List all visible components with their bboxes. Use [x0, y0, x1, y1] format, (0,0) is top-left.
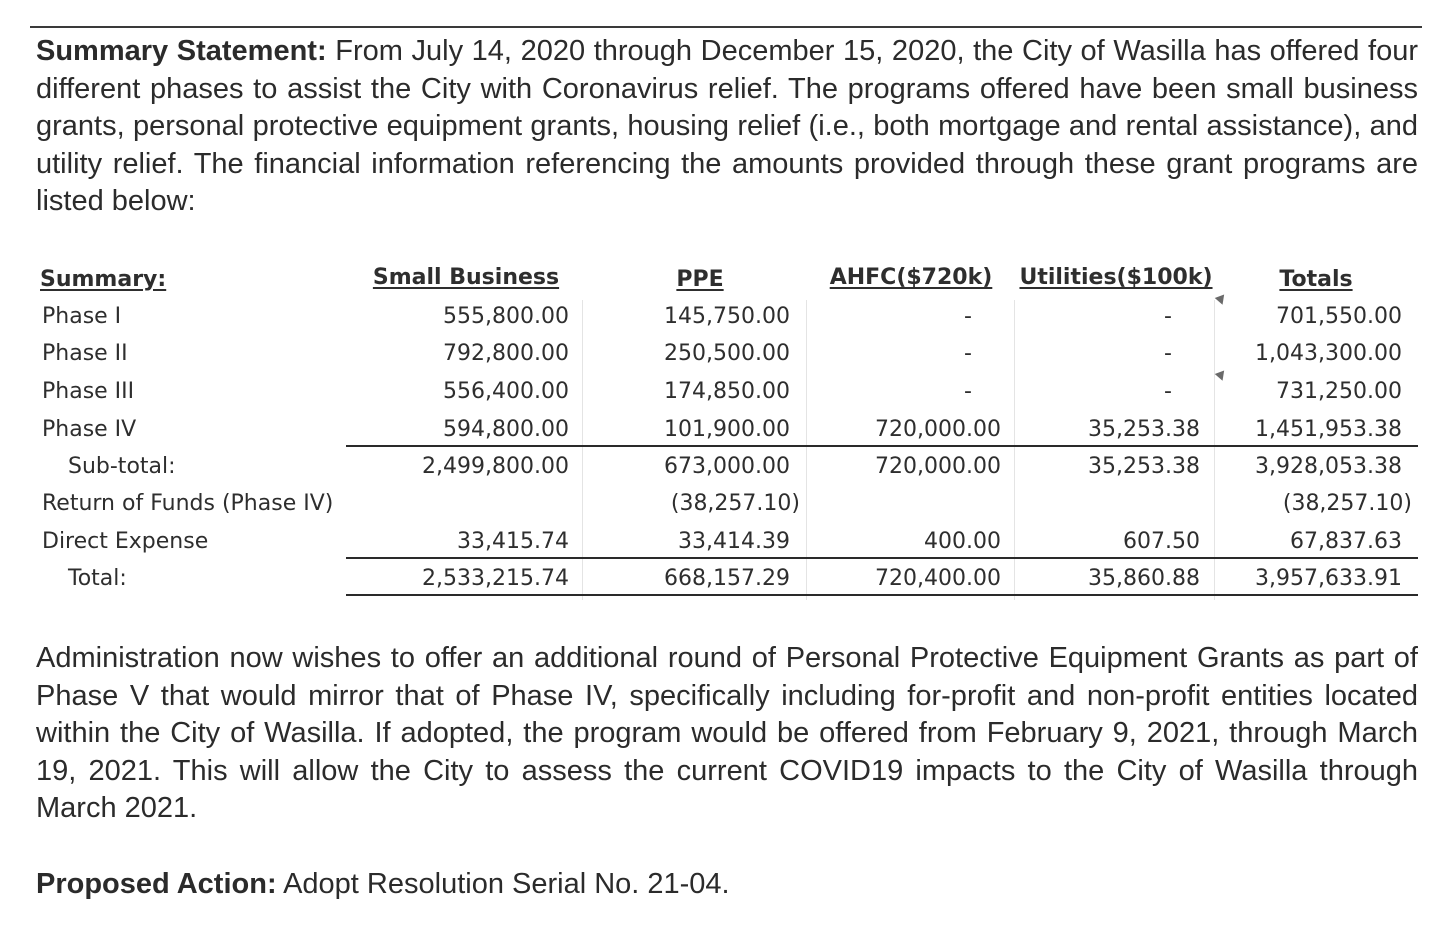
table-cell: 720,000.00: [875, 417, 1001, 442]
table-cell: 1,043,300.00: [1255, 341, 1402, 366]
table-cell: -: [1164, 304, 1172, 329]
table-cell: 35,860.88: [1088, 566, 1200, 591]
administration-paragraph: Administration now wishes to offer an additional round of Personal Protective Equipment Grants as part of Phase V that would mirror that of Phase IV, specifically including for-profit and non-profit entities located within the City of Wasilla. If adopted, the program would be offered from February 9, 2021, through March 19, 2021. This will allow the City to assess the current COVID19 impacts to the City of Wasilla through March 2021.: [36, 642, 1418, 824]
header-ppe: PPE: [676, 267, 724, 292]
proposed-action-label: Proposed Action:: [36, 868, 277, 900]
table-cell: -: [964, 304, 972, 329]
table-cell: 400.00: [924, 529, 1001, 554]
table-cell: (38,257.10): [670, 491, 800, 516]
table-cell: 1,451,953.38: [1255, 417, 1402, 442]
bottom-rule: [346, 594, 1418, 596]
row-label-phase-i: Phase I: [42, 304, 122, 329]
table-cell: 701,550.00: [1276, 304, 1402, 329]
table-cell: -: [1164, 341, 1172, 366]
table-cell: 731,250.00: [1276, 379, 1402, 404]
table-cell: 33,415.74: [457, 529, 569, 554]
table-cell: 33,414.39: [678, 529, 790, 554]
table-cell: 594,800.00: [443, 417, 569, 442]
table-cell: 2,499,800.00: [422, 454, 569, 479]
table-cell: 720,000.00: [875, 454, 1001, 479]
table-cell: 250,500.00: [664, 341, 790, 366]
table-cell: 720,400.00: [875, 566, 1001, 591]
summary-statement-text: From July 14, 2020 through December 15, 2020, the City of Wasilla has offered four different phases to assist the City with Coronavirus relief. The programs offered have been small business grants, personal protective equipment grants, housing relief (i.e., both mortgage and rental assistance), and utility relief. The financial information referencing the amounts provided through these grant programs are listed below:: [36, 35, 1419, 217]
table-cell: -: [964, 341, 972, 366]
header-ahfc: AHFC($720k): [829, 265, 993, 290]
row-label-direct-expense: Direct Expense: [42, 529, 209, 554]
table-cell: 607.50: [1123, 529, 1200, 554]
header-summary: Summary:: [40, 267, 167, 292]
header-totals: Totals: [1279, 267, 1353, 292]
header-utilities: Utilities($100k): [1019, 265, 1213, 290]
table-cell: 792,800.00: [443, 341, 569, 366]
table-cell: 2,533,215.74: [422, 566, 569, 591]
table-cell: 556,400.00: [443, 379, 569, 404]
table-cell: 668,157.29: [664, 566, 790, 591]
row-label-return-of-funds: Return of Funds (Phase IV): [42, 491, 334, 516]
table-cell: 35,253.38: [1088, 454, 1200, 479]
subtotal-rule: [346, 445, 1418, 447]
row-label-total: Total:: [68, 566, 127, 591]
row-label-phase-iv: Phase IV: [42, 417, 137, 442]
table-cell: 3,928,053.38: [1255, 454, 1402, 479]
grid-line: [582, 300, 583, 600]
table-cell: 145,750.00: [664, 304, 790, 329]
row-label-phase-ii: Phase II: [42, 341, 128, 366]
table-cell: 35,253.38: [1088, 417, 1200, 442]
table-cell: (38,257.10): [1282, 491, 1412, 516]
proposed-action-text: Adopt Resolution Serial No. 21-04.: [283, 868, 730, 900]
proposed-action: [36, 866, 1418, 904]
summary-statement-label: Summary Statement:: [36, 35, 327, 67]
table-cell: 555,800.00: [443, 304, 569, 329]
table-cell: 101,900.00: [664, 417, 790, 442]
table-cell: 174,850.00: [664, 379, 790, 404]
row-label-subtotal: Sub-total:: [68, 454, 176, 479]
table-cell: -: [1164, 379, 1172, 404]
table-cell: 673,000.00: [664, 454, 790, 479]
header-small-business: Small Business: [372, 265, 560, 290]
row-label-phase-iii: Phase III: [42, 379, 135, 404]
table-cell: 67,837.63: [1290, 529, 1402, 554]
table-cell: -: [964, 379, 972, 404]
total-rule: [346, 557, 1418, 559]
table-cell: 3,957,633.91: [1255, 566, 1402, 591]
